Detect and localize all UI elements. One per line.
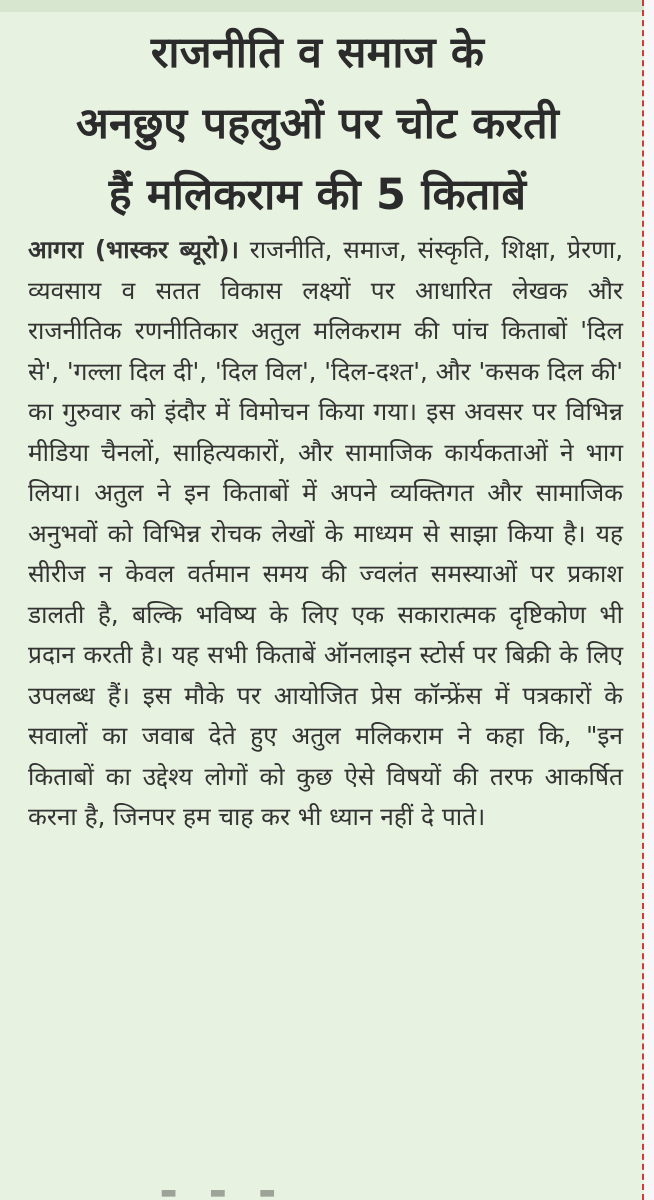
cutoff-mark: ▬ [258, 1182, 276, 1200]
headline-line-2: अनछुए पहलुओं पर चोट करती [75, 99, 560, 149]
cutoff-mark: ▬ [160, 1182, 178, 1200]
headline [10, 18, 625, 231]
headline-line-1: राजनीति व समाज के [150, 28, 485, 78]
article-body-text: राजनीति, समाज, संस्कृति, शिक्षा, प्रेरणा, व्यवसाय व सतत विकास लक्ष्यों पर आधारित लेखक और राजनीतिक रणनीतिकार अतुल मलिकराम की पांच किताबों 'दिल से', 'गल्ला दिल दी', 'दिल विल', 'दिल-दश्त', और 'कसक दिल की' का गुरुवार को इंदौर में विमोचन किया गया। इस अवसर पर विभिन्न मीडिया चैनलों, साहित्यकारों, और सामाजिक कार्यकताओं ने भाग लिया। अतुल ने इन किताबों में अपने व्यक्तिगत और सामाजिक अनुभवों को विभिन्न रोचक लेखों के माध्यम से साझा किया है। यह सीरीज न केवल वर्तमान समय की ज्वलंत समस्याओं पर प्रकाश डालती है, बल्कि भविष्य के लिए एक सकारात्मक दृष्टिकोण भी प्रदान करती है। यह सभी किताबें ऑनलाइन स्टोर्स पर बिक्री के लिए उपलब्ध हैं। इस मौके पर आयोजित प्रेस कॉन्फ्रेंस में पत्रकारों के सवालों का जवाब देते हुए अतुल मलिकराम ने कहा कि, "इन किताबों का उद्देश्य लोगों को कुछ ऐसे विषयों की तरफ आकर्षित करना है, जिनपर हम चाह कर भी ध्यान नहीं दे पाते। [28, 235, 623, 831]
top-rule [0, 0, 654, 12]
headline-line-3: हैं मलिकराम की 5 किताबें [108, 170, 527, 220]
next-article-cutoff [160, 1182, 460, 1200]
right-margin [644, 0, 654, 1200]
article-body [28, 230, 623, 838]
cutoff-mark: ▬ [209, 1182, 227, 1200]
column-border [642, 0, 644, 1200]
dateline: आगरा (भास्कर ब्यूरो)। [28, 235, 239, 264]
